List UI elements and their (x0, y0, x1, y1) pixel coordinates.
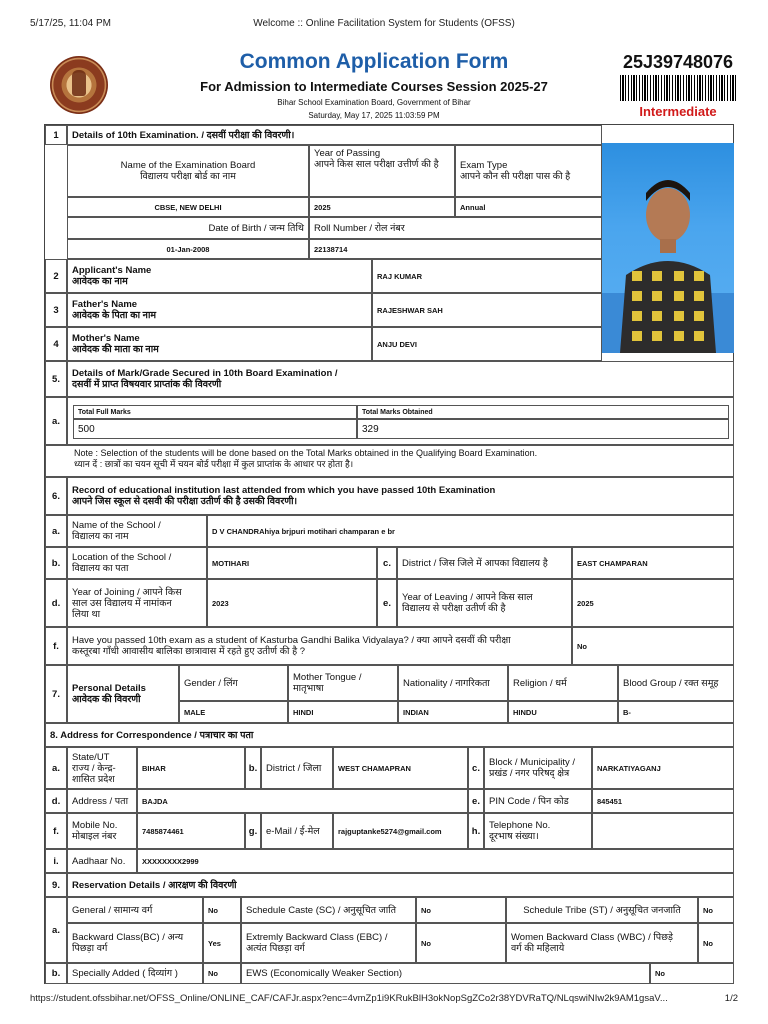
telephone-value (592, 813, 734, 849)
school-heading: Record of educational institution last attended from which you have passed 10th Examination आपने जिस स्कूल से दसवी की परीक्षा उतीर्ण की है उसकी विवरणी। (67, 477, 734, 515)
ews-label: EWS (Economically Weaker Section) (241, 963, 650, 984)
form-header (44, 48, 744, 124)
father-name-value: RAJESHWAR SAH (372, 293, 602, 327)
address-heading: 8. Address for Correspondence / पत्राचार का पता (45, 723, 734, 747)
year-joining-value: 2023 (207, 579, 377, 627)
roll-label: Roll Number / रोल नंबर (309, 217, 602, 239)
school-district-label: District / जिस जिले में आपका विद्यालय है (397, 547, 572, 579)
school-name-value: D V CHANDRAhiya brjpuri motihari champaran e br (207, 515, 734, 547)
nationality-value: INDIAN (398, 701, 508, 723)
email-value: rajguptanke5274@gmail.com (333, 813, 468, 849)
section-number: 6. (45, 477, 67, 515)
sub-label: f. (45, 813, 67, 849)
form-subtitle: For Admission to Intermediate Courses Session 2025-27 (200, 79, 548, 94)
board-name: Bihar School Examination Board, Government of Bihar (277, 98, 471, 107)
obtained-marks-label: Total Marks Obtained (357, 405, 729, 419)
form-title: Common Application Form (239, 50, 509, 73)
state-value: BIHAR (137, 747, 245, 789)
kgbv-value: No (572, 627, 734, 665)
mother-name-label: Mother's Name आवेदक की माता का नाम (67, 327, 372, 361)
sub-label: a. (45, 897, 67, 963)
gender-value: MALE (179, 701, 288, 723)
year-value: 2025 (309, 197, 455, 217)
marks-heading: Details of Mark/Grade Secured in 10th Board Examination / दसवीं में प्राप्त विषयवार प्राप्तांक की विवरणी (67, 361, 734, 397)
bc-label: Backward Class(BC) / अन्य पिछड़ा वर्ग (67, 923, 203, 963)
sub-label: a. (45, 397, 67, 445)
sub-label: c. (468, 747, 484, 789)
father-name-label: Father's Name आवेदक के पिता का नाम (67, 293, 372, 327)
reservation-heading: Reservation Details / आरक्षण की विवरणी (67, 873, 734, 897)
aadhaar-value: XXXXXXXX2999 (137, 849, 734, 873)
section-number: 2 (45, 259, 67, 293)
gender-label: Gender / लिंग (179, 665, 288, 701)
sub-label: d. (45, 579, 67, 627)
section-number: 4 (45, 327, 67, 361)
sub-label: e. (468, 789, 484, 813)
print-url: https://student.ofssbihar.net/OFSS_Online/ONLINE_CAF/CAFJr.aspx?enc=4vmZp1i9KRukBlH3okNopSgZCo2r38YDVRaTQ/NLqswiNIw2k9AM1gsaV... (30, 993, 668, 1004)
general-label: General / सामान्य वर्ग (67, 897, 203, 923)
pin-label: PIN Code / पिन कोड (484, 789, 592, 813)
religion-value: HINDU (508, 701, 618, 723)
st-value: No (698, 897, 734, 923)
year-leaving-label: Year of Leaving / आपने किस साल विद्यालय से परीक्षा उतीर्ण की है (397, 579, 572, 627)
ebc-value: No (416, 923, 506, 963)
sub-label: i. (45, 849, 67, 873)
block-value: NARKATIYAGANJ (592, 747, 734, 789)
ebc-label: Extremly Backward Class (EBC) / अत्यंत पिछड़ा वर्ग (241, 923, 416, 963)
district-value: WEST CHAMAPRAN (333, 747, 468, 789)
general-value: No (203, 897, 241, 923)
sub-label: e. (377, 579, 397, 627)
religion-label: Religion / धर्म (508, 665, 618, 701)
sub-label: f. (45, 627, 67, 665)
address-value: BAJDA (137, 789, 468, 813)
full-marks-value: 500 (73, 419, 357, 439)
sub-label: b. (45, 547, 67, 579)
sub-label: b. (245, 747, 261, 789)
sc-value: No (416, 897, 506, 923)
dob-label: Date of Birth / जन्म तिथि (67, 217, 309, 239)
address-label: Address / पता (67, 789, 137, 813)
mother-name-value: ANJU DEVI (372, 327, 602, 361)
applicant-name-label: Applicant's Name आवेदक का नाम (67, 259, 372, 293)
application-number: 25J39748076 (622, 52, 734, 72)
mobile-label: Mobile No. मोबाइल नंबर (67, 813, 137, 849)
section-number: 9. (45, 873, 67, 897)
course-name: Intermediate (639, 104, 717, 119)
blood-group-label: Blood Group / रक्त समूह (618, 665, 734, 701)
roll-value: 22138714 (309, 239, 602, 259)
section-number: 7. (45, 665, 67, 723)
board-value: CBSE, NEW DELHI (67, 197, 309, 217)
specially-added-value: No (203, 963, 241, 984)
type-label: Exam Type आपने कौन सी परीक्षा पास की है (455, 145, 602, 197)
print-datetime: 5/17/25, 11:04 PM (30, 18, 111, 29)
applicant-name-value: RAJ KUMAR (372, 259, 602, 293)
sub-label: d. (45, 789, 67, 813)
section-number: 1 (45, 125, 67, 145)
selection-note: Note : Selection of the students will be done based on the Total Marks obtained in the Qualifying Board Examination. ध्यान दें : छात्रों का चयन सूची में चयन बोर्ड परीक्षा में कुल प्राप्तांक के आधार पर होता है। (45, 445, 734, 477)
print-page-number: 1/2 (724, 993, 738, 1004)
section-number: 5. (45, 361, 67, 397)
type-value: Annual (455, 197, 602, 217)
person-photo-icon (602, 143, 734, 353)
barcode-icon (620, 75, 736, 101)
school-name-label: Name of the School / विद्यालय का नाम (67, 515, 207, 547)
st-label: Schedule Tribe (ST) / अनुसूचित जनजाति (506, 897, 698, 923)
sub-label: c. (377, 547, 397, 579)
wbc-value: No (698, 923, 734, 963)
dob-value: 01-Jan-2008 (67, 239, 309, 259)
block-label: Block / Municipality / प्रखंड / नगर परिषद् क्षेत्र (484, 747, 592, 789)
print-page-title: Welcome :: Online Facilitation System for Students (OFSS) (253, 18, 515, 29)
sub-label: b. (45, 963, 67, 984)
specially-added-label: Specially Added ( दिव्यांग ) (67, 963, 203, 984)
sub-label: g. (245, 813, 261, 849)
kgbv-label: Have you passed 10th exam as a student of Kasturba Gandhi Balika Vidyalaya? / क्या आपने दसवीं की परीक्षा कस्तूरबा गाँधी आवासीय बालिका छात्रावास में रहते हुए उतीर्ण की है ? (67, 627, 572, 665)
telephone-label: Telephone No. दूरभाष संख्या। (484, 813, 592, 849)
mobile-value: 7485874461 (137, 813, 245, 849)
school-location-value: MOTIHARI (207, 547, 377, 579)
year-label: Year of Passing आपने किस साल परीक्षा उत्तीर्ण की है (309, 145, 455, 197)
full-marks-label: Total Full Marks (73, 405, 357, 419)
sub-label: a. (45, 515, 67, 547)
obtained-marks-value: 329 (357, 419, 729, 439)
print-footer (30, 993, 738, 1007)
bseb-seal-icon (50, 56, 108, 114)
year-leaving-value: 2025 (572, 579, 734, 627)
application-form (44, 124, 734, 984)
section-number: 3 (45, 293, 67, 327)
school-district-value: EAST CHAMPARAN (572, 547, 734, 579)
sc-label: Schedule Caste (SC) / अनुसूचित जाति (241, 897, 416, 923)
ews-value: No (650, 963, 734, 984)
sub-label: h. (468, 813, 484, 849)
board-label: Name of the Examination Board विद्यालय परीक्षा बोर्ड का नाम (67, 145, 309, 197)
personal-details-label: Personal Details आवेदक की विवरणी (67, 665, 179, 723)
section-heading: Details of 10th Examination. / दसवीं परीक्षा की विवरणी। (67, 125, 602, 145)
nationality-label: Nationality / नागरिकता (398, 665, 508, 701)
email-label: e-Mail / ई-मेल (261, 813, 333, 849)
mother-tongue-value: HINDI (288, 701, 398, 723)
year-joining-label: Year of Joining / आपने किस साल उस विद्यालय में नामांकन लिया था (67, 579, 207, 627)
applicant-photo (602, 143, 734, 353)
wbc-label: Women Backward Class (WBC) / पिछड़े वर्ग की महिलाये (506, 923, 698, 963)
district-label: District / जिला (261, 747, 333, 789)
school-location-label: Location of the School / विद्यालय का पता (67, 547, 207, 579)
print-header (30, 18, 738, 32)
blood-group-value: B- (618, 701, 734, 723)
state-label: State/UT राज्य / केन्द्र- शासित प्रदेश (67, 747, 137, 789)
mother-tongue-label: Mother Tongue / मातृभाषा (288, 665, 398, 701)
form-datetime: Saturday, May 17, 2025 11:03:59 PM (308, 111, 440, 120)
aadhaar-label: Aadhaar No. (67, 849, 137, 873)
bc-value: Yes (203, 923, 241, 963)
sub-label: a. (45, 747, 67, 789)
pin-value: 845451 (592, 789, 734, 813)
